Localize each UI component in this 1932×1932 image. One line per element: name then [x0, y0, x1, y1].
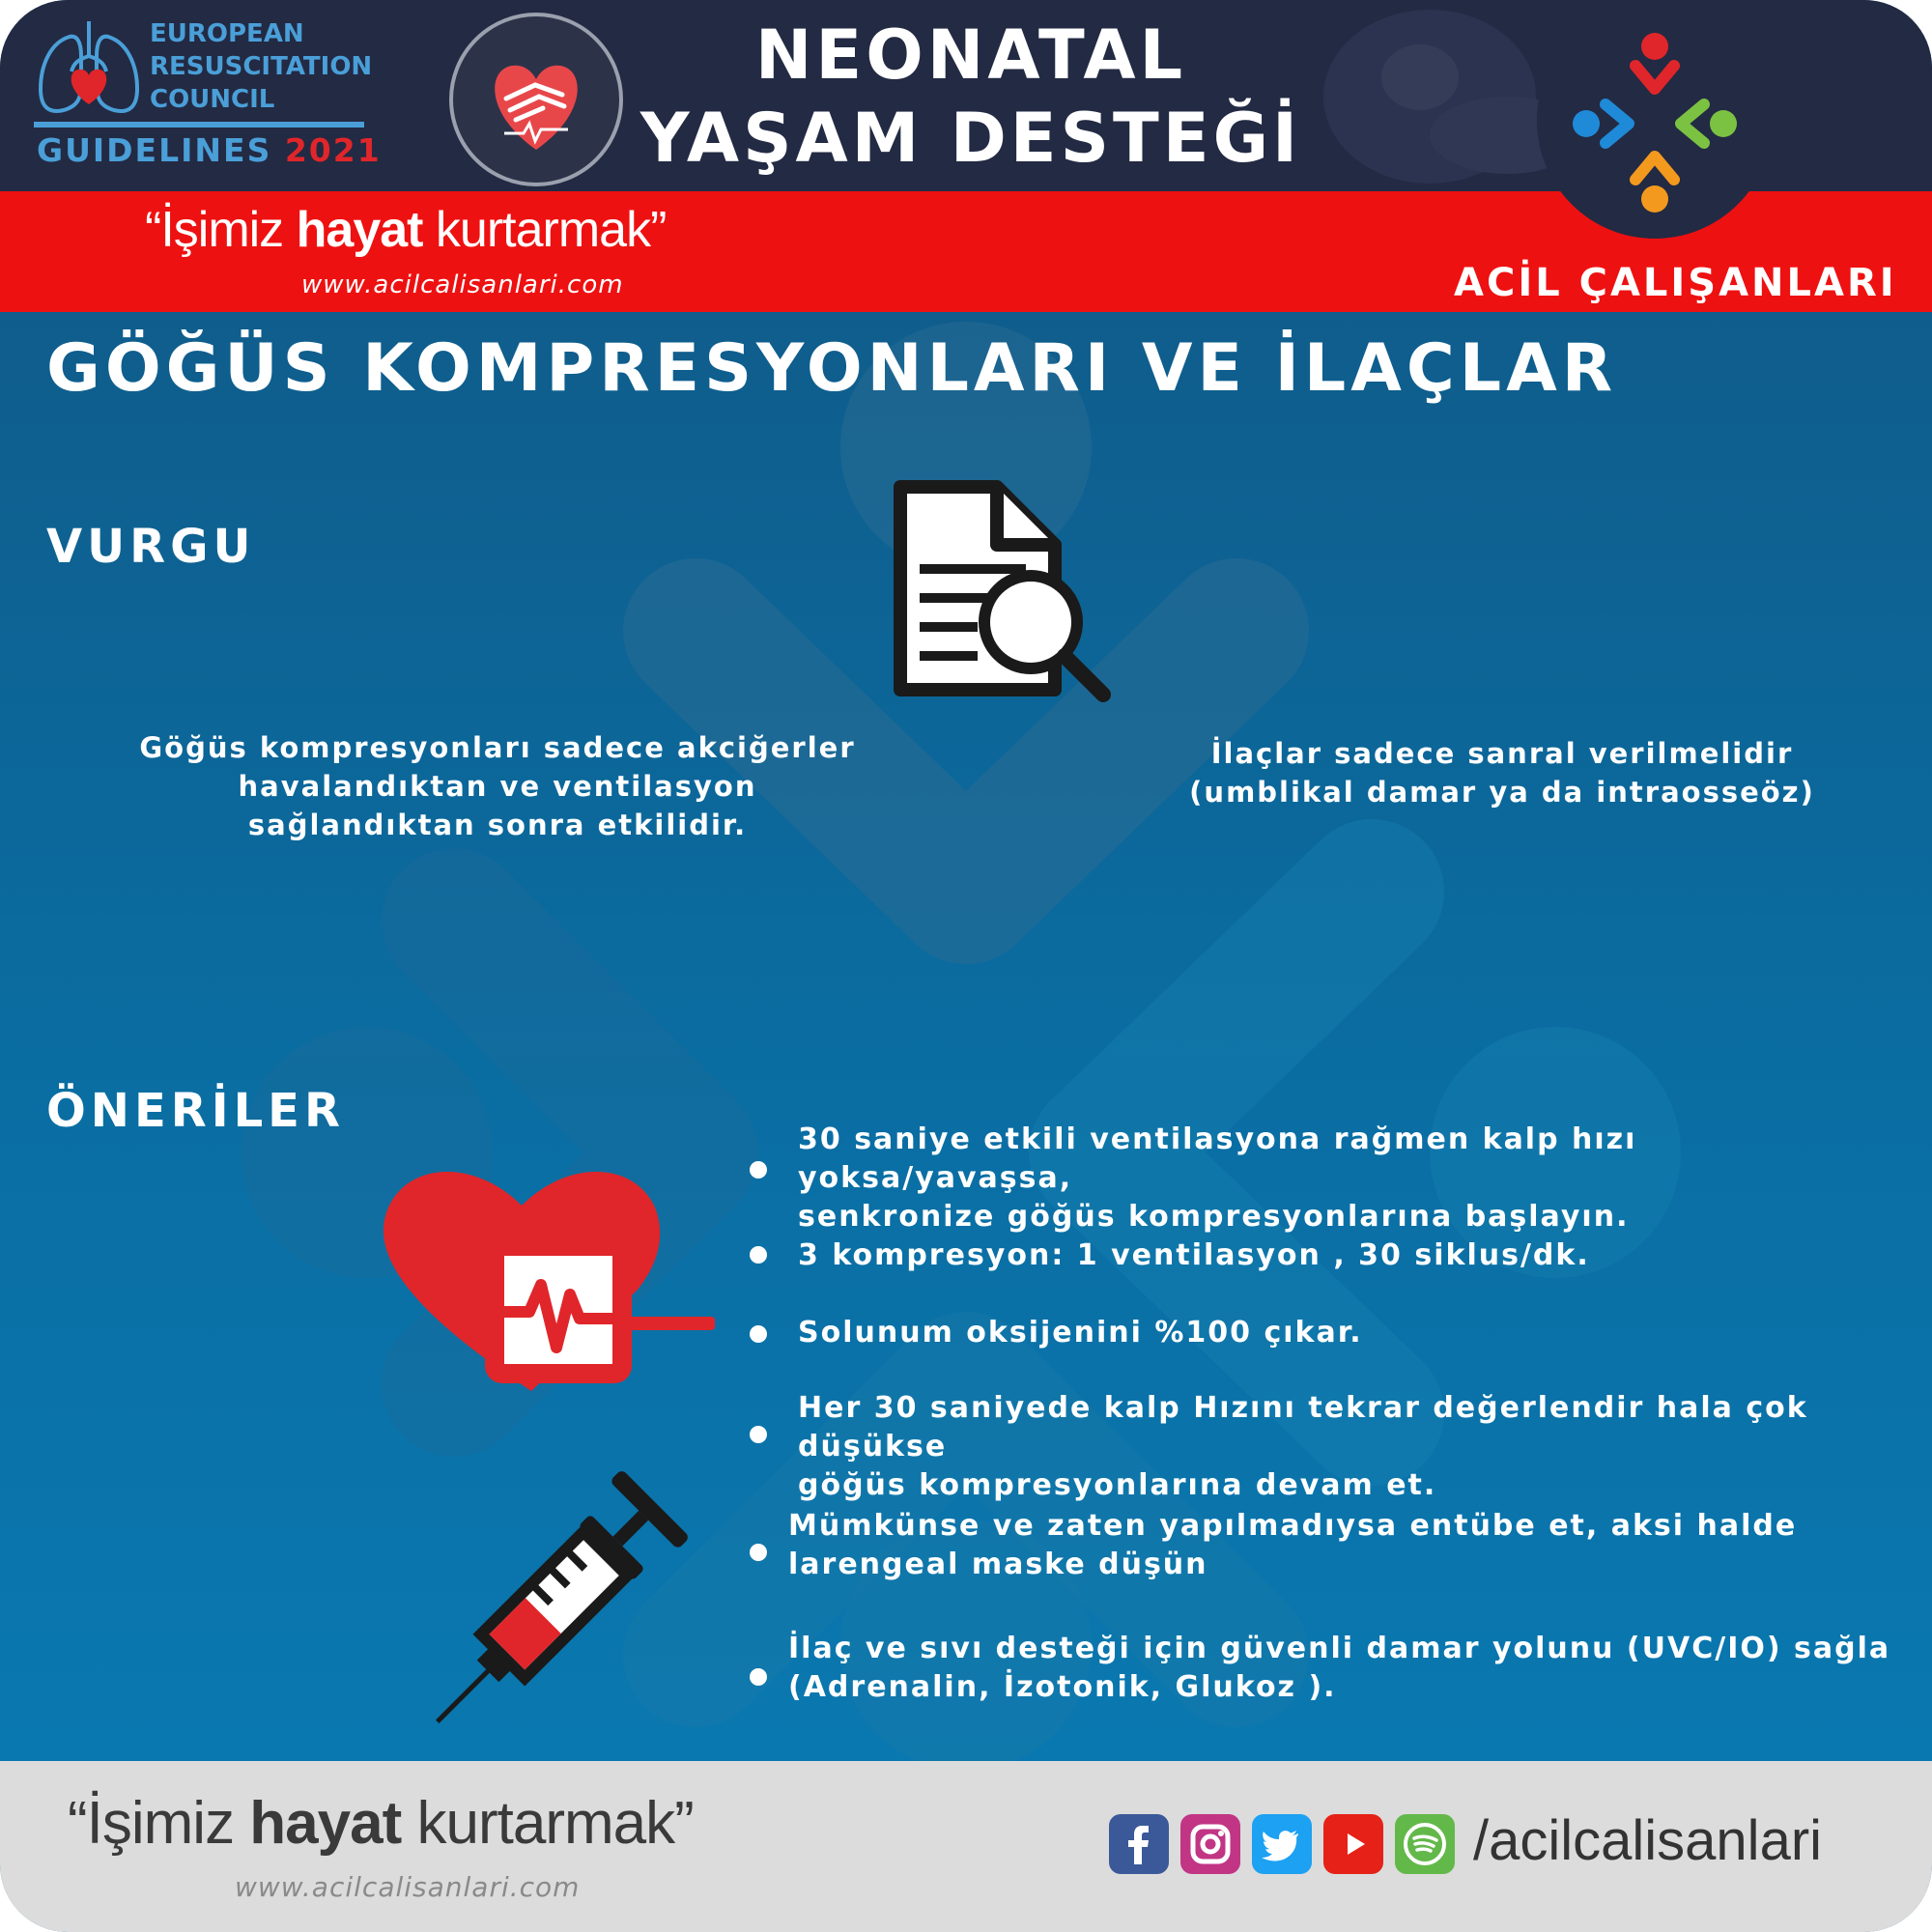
guidelines-label: [37, 131, 382, 169]
bullet-dot: [750, 1668, 767, 1686]
bullet-dot: [750, 1426, 767, 1443]
emphasis-right-line: (umblikal damar ya da intraosseöz): [1189, 776, 1815, 809]
brand-name: ACİL ÇALIŞANLARI: [1454, 261, 1897, 305]
list-item-line: senkronize göğüs kompresyonlarına başlayın.: [798, 1200, 1630, 1234]
erc-org-name: [150, 17, 372, 116]
footer-slogan-open: “İşimiz: [68, 1790, 250, 1857]
list-item-text: [798, 1236, 1909, 1275]
emphasis-drugs: [1154, 734, 1850, 811]
bullet-dot: [750, 1325, 767, 1343]
list-item-line: göğüs kompresyonlarına devam et.: [798, 1468, 1437, 1502]
erc-line-3: COUNCIL: [150, 85, 275, 114]
footer-slogan: [68, 1789, 694, 1858]
list-item-line: Mümkünse ve zaten yapılmadıysa entübe et, aksi halde: [788, 1509, 1798, 1543]
heart-monitor-icon: [377, 1150, 715, 1410]
document-search-icon: [881, 477, 1113, 709]
main-title: [618, 14, 1323, 180]
bullet-dot: [750, 1161, 767, 1179]
list-item-text: [788, 1507, 1899, 1584]
acil-calisanlari-logo-icon: [1534, 0, 1776, 242]
footer-slogan-close: kurtarmak”: [401, 1790, 694, 1857]
emphasis-left-line: sağlandıktan sonra etkilidir.: [247, 809, 748, 841]
header-slogan-close: kurtarmak”: [422, 202, 667, 258]
erc-lungs-logo-icon: [35, 17, 143, 122]
recommendations-heading: ÖNERİLER: [46, 1084, 345, 1138]
youtube-icon[interactable]: [1323, 1814, 1383, 1874]
main-title-line-2: YAŞAM DESTEĞİ: [639, 99, 1302, 178]
header-slogan-bold: hayat: [296, 202, 423, 258]
guidelines-word: GUIDELINES: [37, 131, 272, 169]
emphasis-left-line: havalandıktan ve ventilasyon: [238, 770, 757, 803]
social-handle[interactable]: /acilcalisanlari: [1473, 1809, 1823, 1872]
header-website: www.acilcalisanlari.com: [301, 270, 624, 299]
emphasis-right-line: İlaçlar sadece sanral verilmelidir: [1210, 737, 1794, 770]
list-item-text: [788, 1630, 1899, 1707]
syringe-icon: [415, 1454, 705, 1744]
bullet-dot: [750, 1246, 767, 1264]
footer-website[interactable]: www.acilcalisanlari.com: [235, 1871, 581, 1903]
footer-slogan-bold: hayat: [249, 1790, 402, 1857]
erc-line-1: EUROPEAN: [150, 19, 304, 48]
header-slogan: [145, 201, 666, 259]
bullet-dot: [750, 1544, 767, 1561]
list-item-line: larengeal maske düşün: [788, 1548, 1208, 1581]
list-item-text: [798, 1314, 1909, 1352]
list-item-line: 3 kompresyon: 1 ventilasyon , 30 siklus/dk.: [798, 1238, 1590, 1272]
twitter-icon[interactable]: [1252, 1814, 1312, 1874]
list-item-text: [798, 1389, 1909, 1505]
guidelines-year: 2021: [284, 131, 382, 169]
list-item-line: 30 saniye etkili ventilasyona rağmen kalp hızı yoksa/yavaşsa,: [798, 1122, 1637, 1195]
erc-divider: [34, 122, 364, 128]
list-item-line: Her 30 saniyede kalp Hızını tekrar değerlendir hala çok düşükse: [798, 1391, 1808, 1463]
facebook-icon[interactable]: [1109, 1814, 1169, 1874]
main-title-line-1: NEONATAL: [754, 15, 1187, 95]
list-item-text: [798, 1121, 1909, 1236]
list-item-line: Solunum oksijenini %100 çıkar.: [798, 1316, 1363, 1350]
list-item-line: (Adrenalin, İzotonik, Glukoz ).: [788, 1670, 1337, 1704]
emphasis-compressions: [116, 728, 879, 844]
instagram-icon[interactable]: [1180, 1814, 1240, 1874]
cpr-heart-hands-icon: [446, 10, 626, 189]
spotify-icon[interactable]: [1395, 1814, 1455, 1874]
emphasis-left-line: Göğüs kompresyonları sadece akciğerler: [139, 731, 856, 764]
erc-line-2: RESUSCITATION: [150, 52, 373, 81]
emphasis-heading: VURGU: [46, 520, 256, 574]
header-slogan-open: “İşimiz: [145, 202, 297, 258]
section-title: GÖĞÜS KOMPRESYONLARI VE İLAÇLAR: [46, 330, 1618, 407]
list-item-line: İlaç ve sıvı desteği için güvenli damar yolunu (UVC/IO) sağla: [788, 1632, 1891, 1665]
